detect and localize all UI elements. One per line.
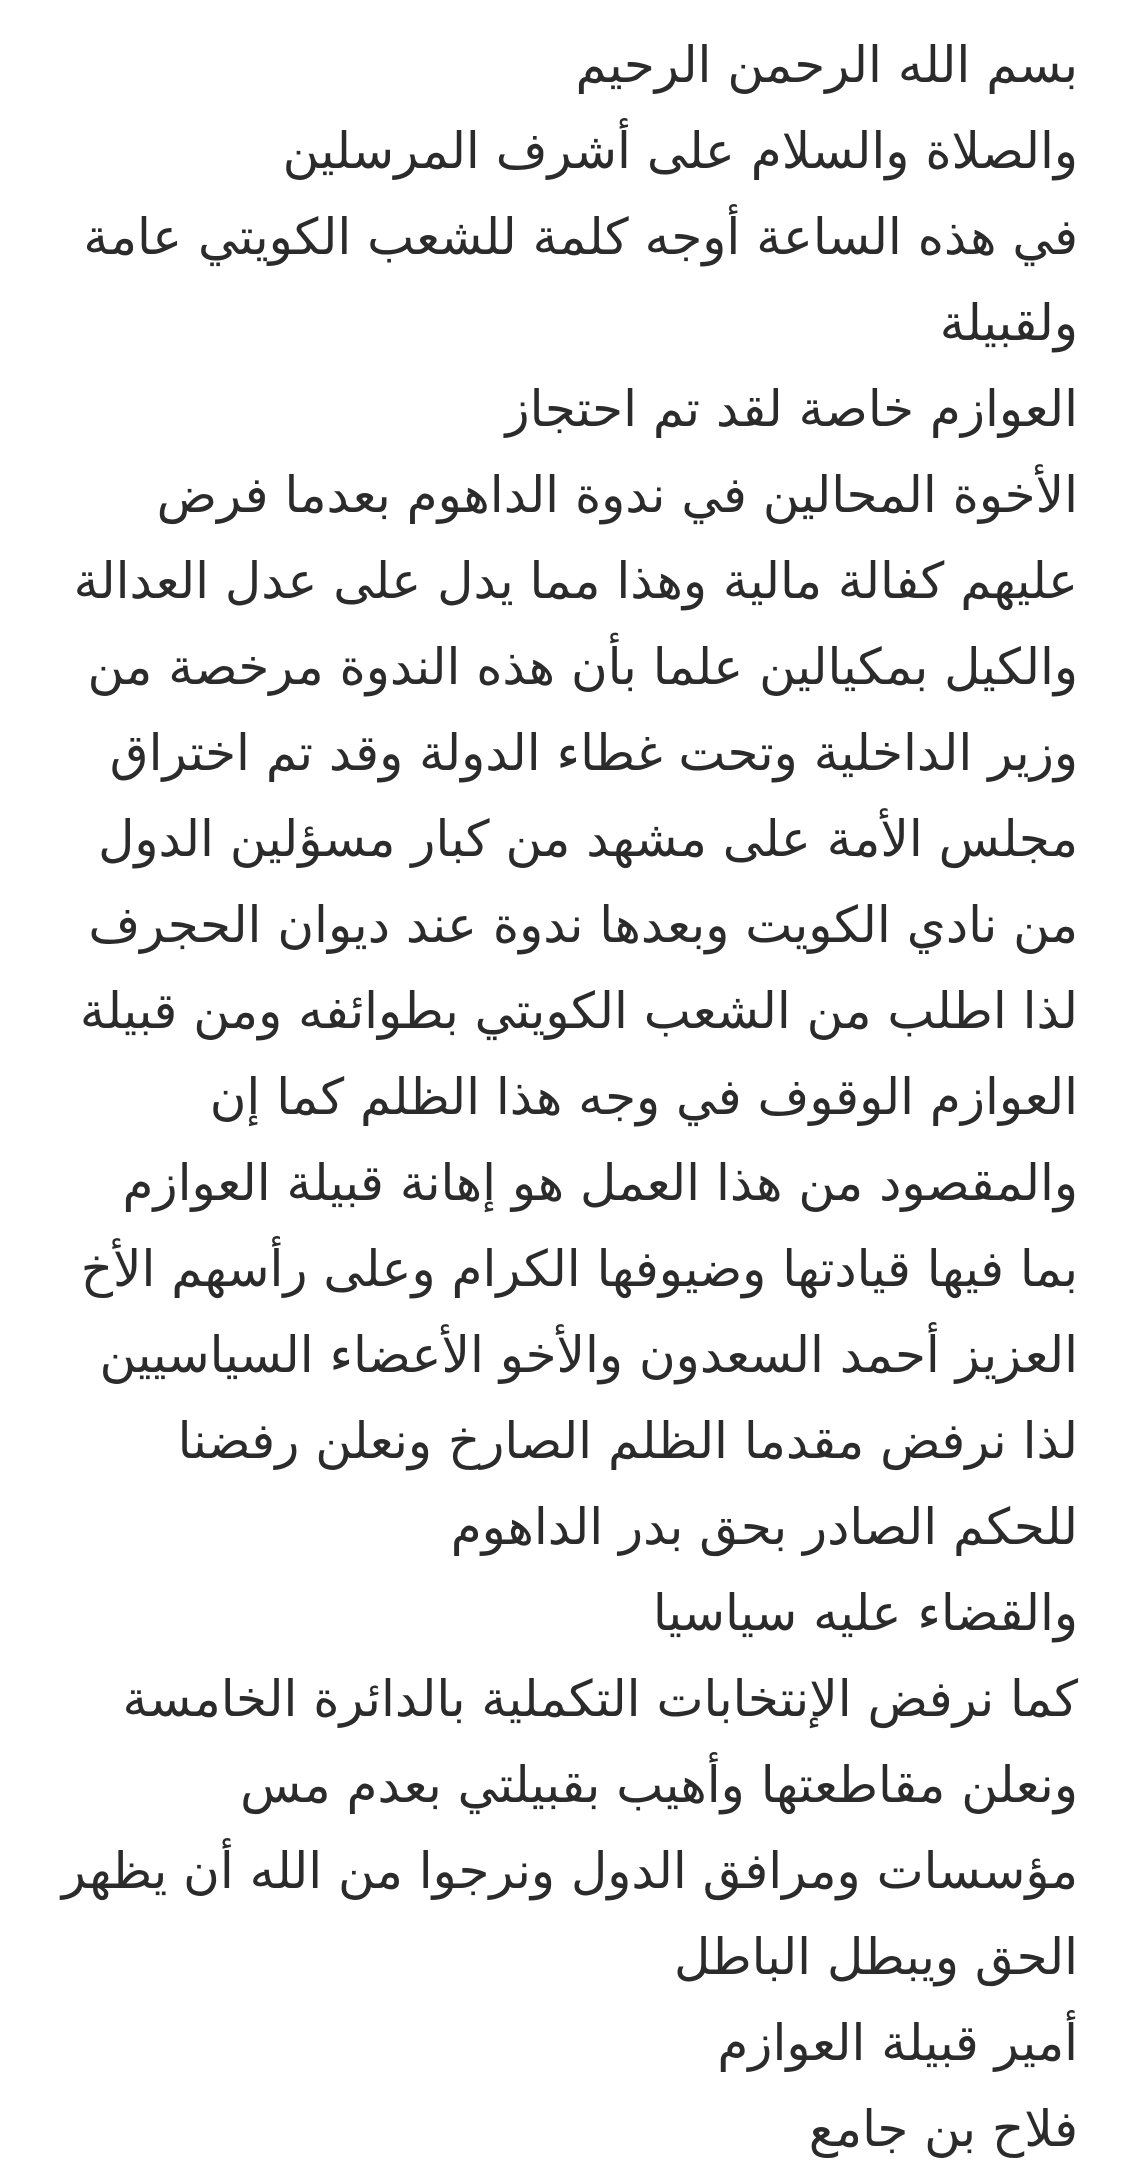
text-line-17: لذا نرفض مقدما الظلم الصارخ ونعلن رفضنا [177,1412,1078,1470]
text-line-7: عليهم كفالة مالية وهذا مما يدل على عدل العدالة [73,552,1078,610]
text-line-14: والمقصود من هذا العمل هو إهانة قبيلة العوازم [122,1154,1078,1212]
text-line-13: العوازم الوقوف في وجه هذا الظلم كما إن [209,1068,1078,1126]
statement-text [0,22,1078,2172]
text-line-21: ونعلن مقاطعتها وأهيب بقبيلتي بعدم مس [240,1756,1078,1814]
text-line-9: وزير الداخلية وتحت غطاء الدولة وقد تم اختراق [109,724,1078,782]
text-line-8: والكيل بمكيالين علما بأن هذه الندوة مرخصة من [87,638,1078,696]
text-line-6: الأخوة المحالين في ندوة الداهوم بعدما فرض [156,466,1078,524]
text-line-23: الحق ويبطل الباطل [673,1928,1078,1986]
text-line-1: بسم الله الرحمن الرحيم [575,36,1078,94]
text-line-4: ولقبيلة [939,294,1078,352]
signature-title: أمير قبيلة العوازم [717,2014,1078,2072]
text-line-19: والقضاء عليه سياسيا [652,1584,1078,1642]
signature-name: فلاح بن جامع [808,2100,1078,2158]
text-line-5: العوازم خاصة لقد تم احتجاز [505,380,1078,438]
text-line-16: العزيز أحمد السعدون والأخو الأعضاء السياسيين [99,1326,1078,1384]
text-line-10: مجلس الأمة على مشهد من كبار مسؤلين الدول [98,810,1078,868]
text-line-15: بما فيها قيادتها وضيوفها الكرام وعلى رأسهم الأخ [80,1240,1078,1298]
text-line-11: من نادي الكويت وبعدها ندوة عند ديوان الحجرف [88,896,1078,954]
text-line-2: والصلاة والسلام على أشرف المرسلين [282,122,1078,180]
text-line-3: في هذه الساعة أوجه كلمة للشعب الكويتي عامة [83,208,1078,266]
text-line-12: لذا اطلب من الشعب الكويتي بطوائفه ومن قبيلة [79,982,1078,1040]
text-line-18: للحكم الصادر بحق بدر الداهوم [450,1498,1078,1556]
text-line-22: مؤسسات ومرافق الدول ونرجوا من الله أن يظهر [61,1842,1078,1900]
text-line-20: كما نرفض الإنتخابات التكملية بالدائرة الخامسة [122,1670,1078,1728]
